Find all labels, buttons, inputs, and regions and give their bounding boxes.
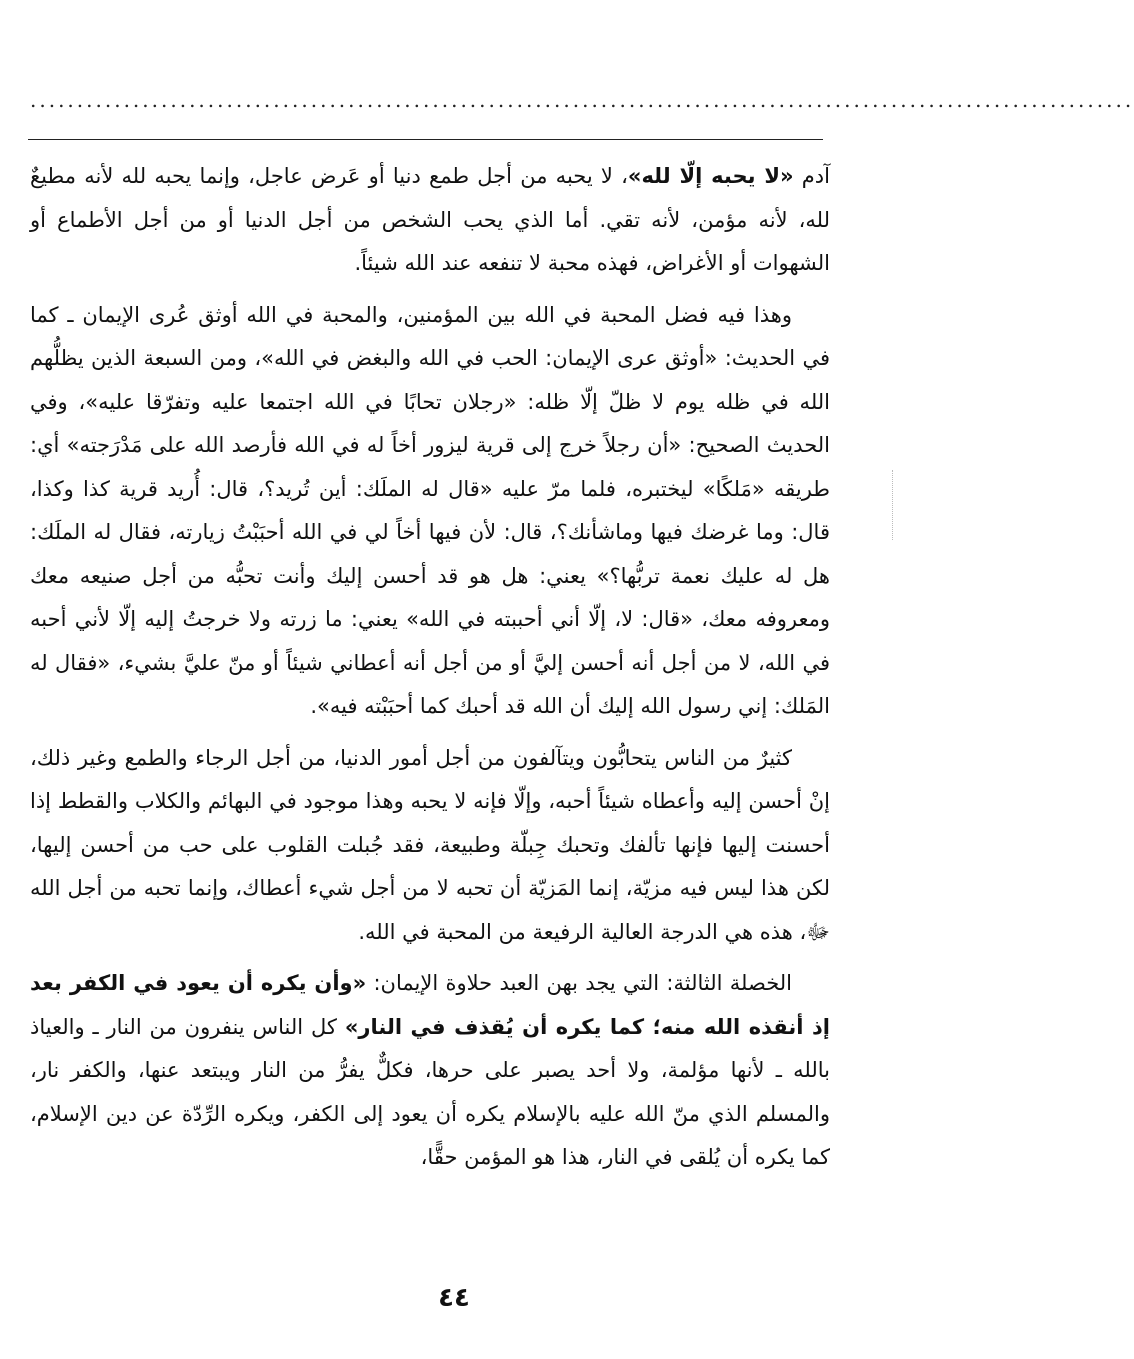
main-text (30, 155, 830, 1180)
paragraph-4-text: الخصلة الثالثة: التي يجد بهن العبد حلاوة الإيمان: (366, 971, 793, 995)
paragraph-3-text: كثيرٌ من الناس يتحابُّون ويتآلفون من أجل أمور الدنيا، من أجل الرجاء والطمع وغير ذلك، إنْ أحسن إليه وأعطاه شيئاً أحبه، وإلّا فإنه لا يحبه وهذا موجود في البهائم والكلاب والقطط إذا أحسنت إليها فإنها تألفك وتحبك جِبلّة وطبيعة، فقد جُبلت القلوب على حب من أحسن إليها، لكن هذا ليس فيه مزيّة، إنما المَزيّة أن تحبه لا من أجل شيء أعطاك، وإنما تحبه من أجل الله ﷻ، هذه هي الدرجة العالية الرفيعة من المحبة في الله. (30, 745, 830, 944)
margin-scan-specks (892, 470, 897, 540)
paragraph-1-quote: «لا يحبه إلّا لله» (627, 164, 794, 188)
paragraph-4-quote: «وأن يكره أن يعود في الكفر بعد إذ أنقذه الله منه؛ كما يكره أن يُقذف في النار» (30, 971, 830, 1039)
header-rule (28, 139, 823, 140)
paragraph-3 (30, 737, 830, 955)
paragraph-2-text: وهذا فيه فضل المحبة في الله بين المؤمنين، والمحبة في الله أوثق عُرى الإيمان ـ كما في الحديث: «أوثق عرى الإيمان: الحب في الله والبغض في الله»، ومن السبعة الذين يظلُّهم الله في ظله يوم لا ظلّ إلّا ظله: «رجلان تحابًا في الله اجتمعا عليه وتفرّقا عليه»، وفي الحديث الصحيح: «أن رجلاً خرج إلى قرية ليزور أخاً له في الله فأرصد الله على مَدْرَجته» أي: طريقه «مَلكًا» ليختبره، فلما مرّ عليه «قال له الملَك: أين تُريد؟، قال: أُريد قرية كذا وكذا، قال: وما غرضك فيها وماشأنك؟، قال: لأن فيها أخاً لي في الله أحبَبْتُ زيارته، فقال له الملَك: هل له عليك نعمة تربُّها؟» يعني: هل هو قد أحسن إليك وأنت تحبُّه من أجل صنيعه معك ومعروفه معك، «قال: لا، إلّا أني أحببته في الله» يعني: ما زرته ولا خرجتُ إليه إلّا لأني أحبه في الله، لا من أجل أنه أحسن إليَّ أو من أجل أنه أعطاني شيئاً أو منّ عليَّ بشيء، «فقال له المَلك: إني رسول الله إليك أن الله قد أحبك كما أحبَبْته فيه». (30, 302, 830, 718)
paragraph-1 (30, 155, 830, 286)
paragraph-4-text-cont: كل الناس ينفرون من النار ـ والعياذ بالله ـ لأنها مؤلمة، ولا أحد يصبر على حرها، فكلٌّ يفرُّ من النار ويبتعد عنها، والكفر نار، والمسلم الذي منّ الله عليه بالإسلام يكره أن يعود إلى الكفر، ويكره الرِّدّة عن دين الإسلام، كما يكره أن يُلقى في النار، هذا هو المؤمن حقًّا، (30, 1014, 830, 1169)
paragraph-1-text-cont: ، لا يحبه من أجل طمع دنيا أو عَرض عاجل، وإنما يحبه لله لأنه مطيعٌ لله، لأنه مؤمن، لأنه تقي. أما الذي يحب الشخص من أجل الدنيا أو من أجل الأطماع أو الشهوات أو الأغراض، فهذه محبة لا تنفعه عند الله شيئاً. (30, 164, 830, 275)
page-number: ٤٤ (438, 1283, 470, 1313)
paragraph-1-text: آدم (793, 164, 830, 188)
paragraph-4 (30, 962, 830, 1180)
paragraph-2 (30, 294, 830, 729)
header-dotted-line: ...................................................................................................................... (30, 88, 1134, 112)
